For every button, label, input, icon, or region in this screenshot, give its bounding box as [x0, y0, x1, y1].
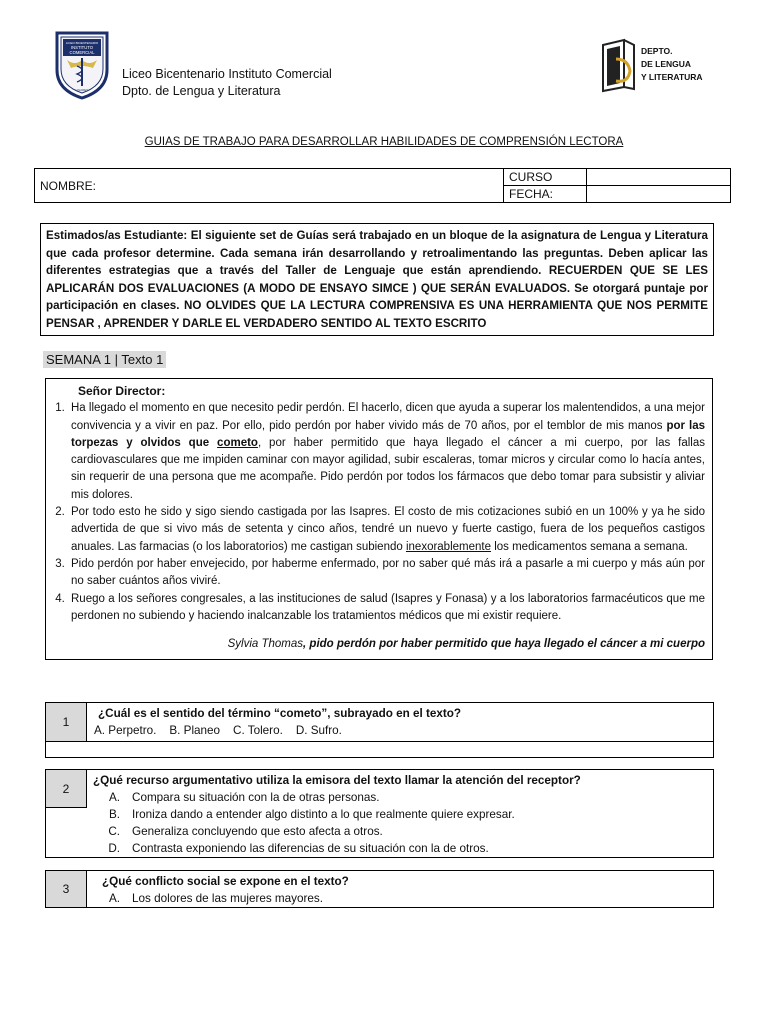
letter-salutation: Señor Director:	[78, 384, 166, 398]
question-number: 2	[46, 770, 87, 808]
letter-paragraph-1: 1. Ha llegado el momento en que necesito pedir perdón. El hacerlo, dicen que ayuda a superar los malentendidos, a una mejor convivencia y a vivir en paz. Por ello, pido perdón por haber vivido más de 70 años, por el temblor de mis manos por las torpezas y olvidos que cometo, por haber permitido que haya llegado el cáncer a mi cuerpo, por las fallas cardiovasculares que me impiden caminar con mayor agilidad, subir escaleras, tomar micros y circular como lo hacía antes, sin requerir de una persona que me acompañe. Pido perdón por todos los fármacos que debo tomar para subsistir y aliviar mis dolores.	[68, 400, 705, 504]
question-2	[45, 769, 714, 858]
option-b[interactable]: B. Ironiza dando a entender algo distinto a lo que realmente quiere expresar.	[108, 808, 515, 821]
letter-paragraphs	[53, 400, 705, 625]
letter-paragraph-4: 4. Ruego a los señores congresales, a las instituciones de salud (Isapres y Fonasa) y a los laboratorios farmacéuticos que me perdonen no subiendo y haciendo inalcanzable los tratamientos médicos que mi existir requiere.	[68, 591, 705, 626]
logo-left-line4: LINARES	[75, 88, 89, 92]
letter-paragraph-2: 2. Por todo esto he sido y sigo siendo castigada por las Isapres. El costo de mis cotizaciones subió en un 100% y ya he sido advertida de que si vivo más de setenta y cinco años, tendré un nuevo y fuerte castigo, fuera de los pequeños castigos anuales. Las farmacias (o los laboratorios) me castigan subiendo inexorablemente los medicamentos semana a semana.	[68, 504, 705, 556]
question-text: ¿Qué recurso argumentativo utiliza la emisora del texto llamar la atención del receptor?	[93, 774, 581, 787]
school-logo	[53, 30, 111, 100]
intro-box: Estimados/as Estudiante: El siguiente set de Guías será trabajado en un bloque de la asignatura de Lengua y Literatura que cada profesor determine. Cada semana irán desarrollando y retroalimentando las preguntas. Deben aplicar las diferentes estrategias que a través del Taller de Lenguaje que están aprendiendo. RECUERDEN QUE SE LES APLICARÁN DOS EVALUACIONES (A MODO DE ENSAYO SIMCE ) QUE SERÁN EVALUADOS. Se otorgará puntaje por participación en clases. NO OLVIDES QUE LA LECTURA COMPRENSIVA ES UNA HERRAMIENTA QUE NOS PERMITE PENSAR , APRENDER Y DARLE EL VERDADERO SENTIDO AL TEXTO ESCRITO	[40, 223, 714, 336]
question-1	[45, 702, 714, 758]
letter-paragraph-3: 3. Pido perdón por haber envejecido, por haberme enfermado, por no saber qué más irá a pasarle a mi cuerpo y más aún por no saber cuántos años viviré.	[68, 556, 705, 591]
option-a[interactable]: A. Compara su situación con la de otras personas.	[108, 791, 380, 804]
question-text: ¿Qué conflicto social se expone en el texto?	[102, 875, 349, 888]
curso-label: CURSO	[504, 169, 587, 186]
logo-left-line2: INSTITUTO	[70, 45, 94, 50]
question-number: 1	[46, 703, 87, 742]
underlined-term-inexorablemente: inexorablemente	[405, 540, 491, 553]
option-a[interactable]: A. Los dolores de las mujeres mayores.	[108, 892, 323, 905]
reading-text-box	[45, 378, 713, 660]
underlined-term-cometo: cometo	[217, 436, 258, 449]
question-number: 3	[46, 871, 87, 907]
question-3	[45, 870, 714, 908]
option-c[interactable]: C. Generaliza concluyendo que esto afecta a otros.	[108, 825, 383, 838]
logo-left-line3: COMERCIAL	[69, 50, 95, 55]
nombre-label: NOMBRE:	[35, 169, 504, 203]
department-name: Dpto. de Lengua y Literatura	[122, 84, 281, 98]
logo-left-line1: LICEO BICENTENARIO	[65, 41, 99, 45]
dept-logo-line1: DEPTO.	[641, 46, 673, 56]
school-name: Liceo Bicentenario Instituto Comercial	[122, 67, 332, 81]
question-options: A. Perpetro. B. Planeo C. Tolero. D. Sufro.	[94, 724, 342, 737]
question-text: ¿Cuál es el sentido del término “cometo”, subrayado en el texto?	[98, 707, 462, 720]
dept-logo-line2: DE LENGUA	[641, 59, 692, 69]
option-d[interactable]: D. Contrasta exponiendo las diferencias de su situación con la de otros.	[108, 842, 489, 855]
student-info-table	[34, 168, 731, 203]
fecha-field[interactable]	[587, 186, 731, 203]
section-label: SEMANA 1 | Texto 1	[43, 351, 166, 368]
department-logo-text	[641, 45, 703, 84]
curso-field[interactable]	[587, 169, 731, 186]
letter-signature: Sylvia Thomas, pido perdón por haber permitido que haya llegado el cáncer a mi cuerpo	[227, 638, 705, 651]
fecha-label: FECHA:	[504, 186, 587, 203]
page-title: GUIAS DE TRABAJO PARA DESARROLLAR HABILIDADES DE COMPRENSIÓN LECTORA	[144, 136, 624, 148]
department-logo	[600, 37, 638, 93]
dept-logo-line3: Y LITERATURA	[641, 72, 703, 82]
